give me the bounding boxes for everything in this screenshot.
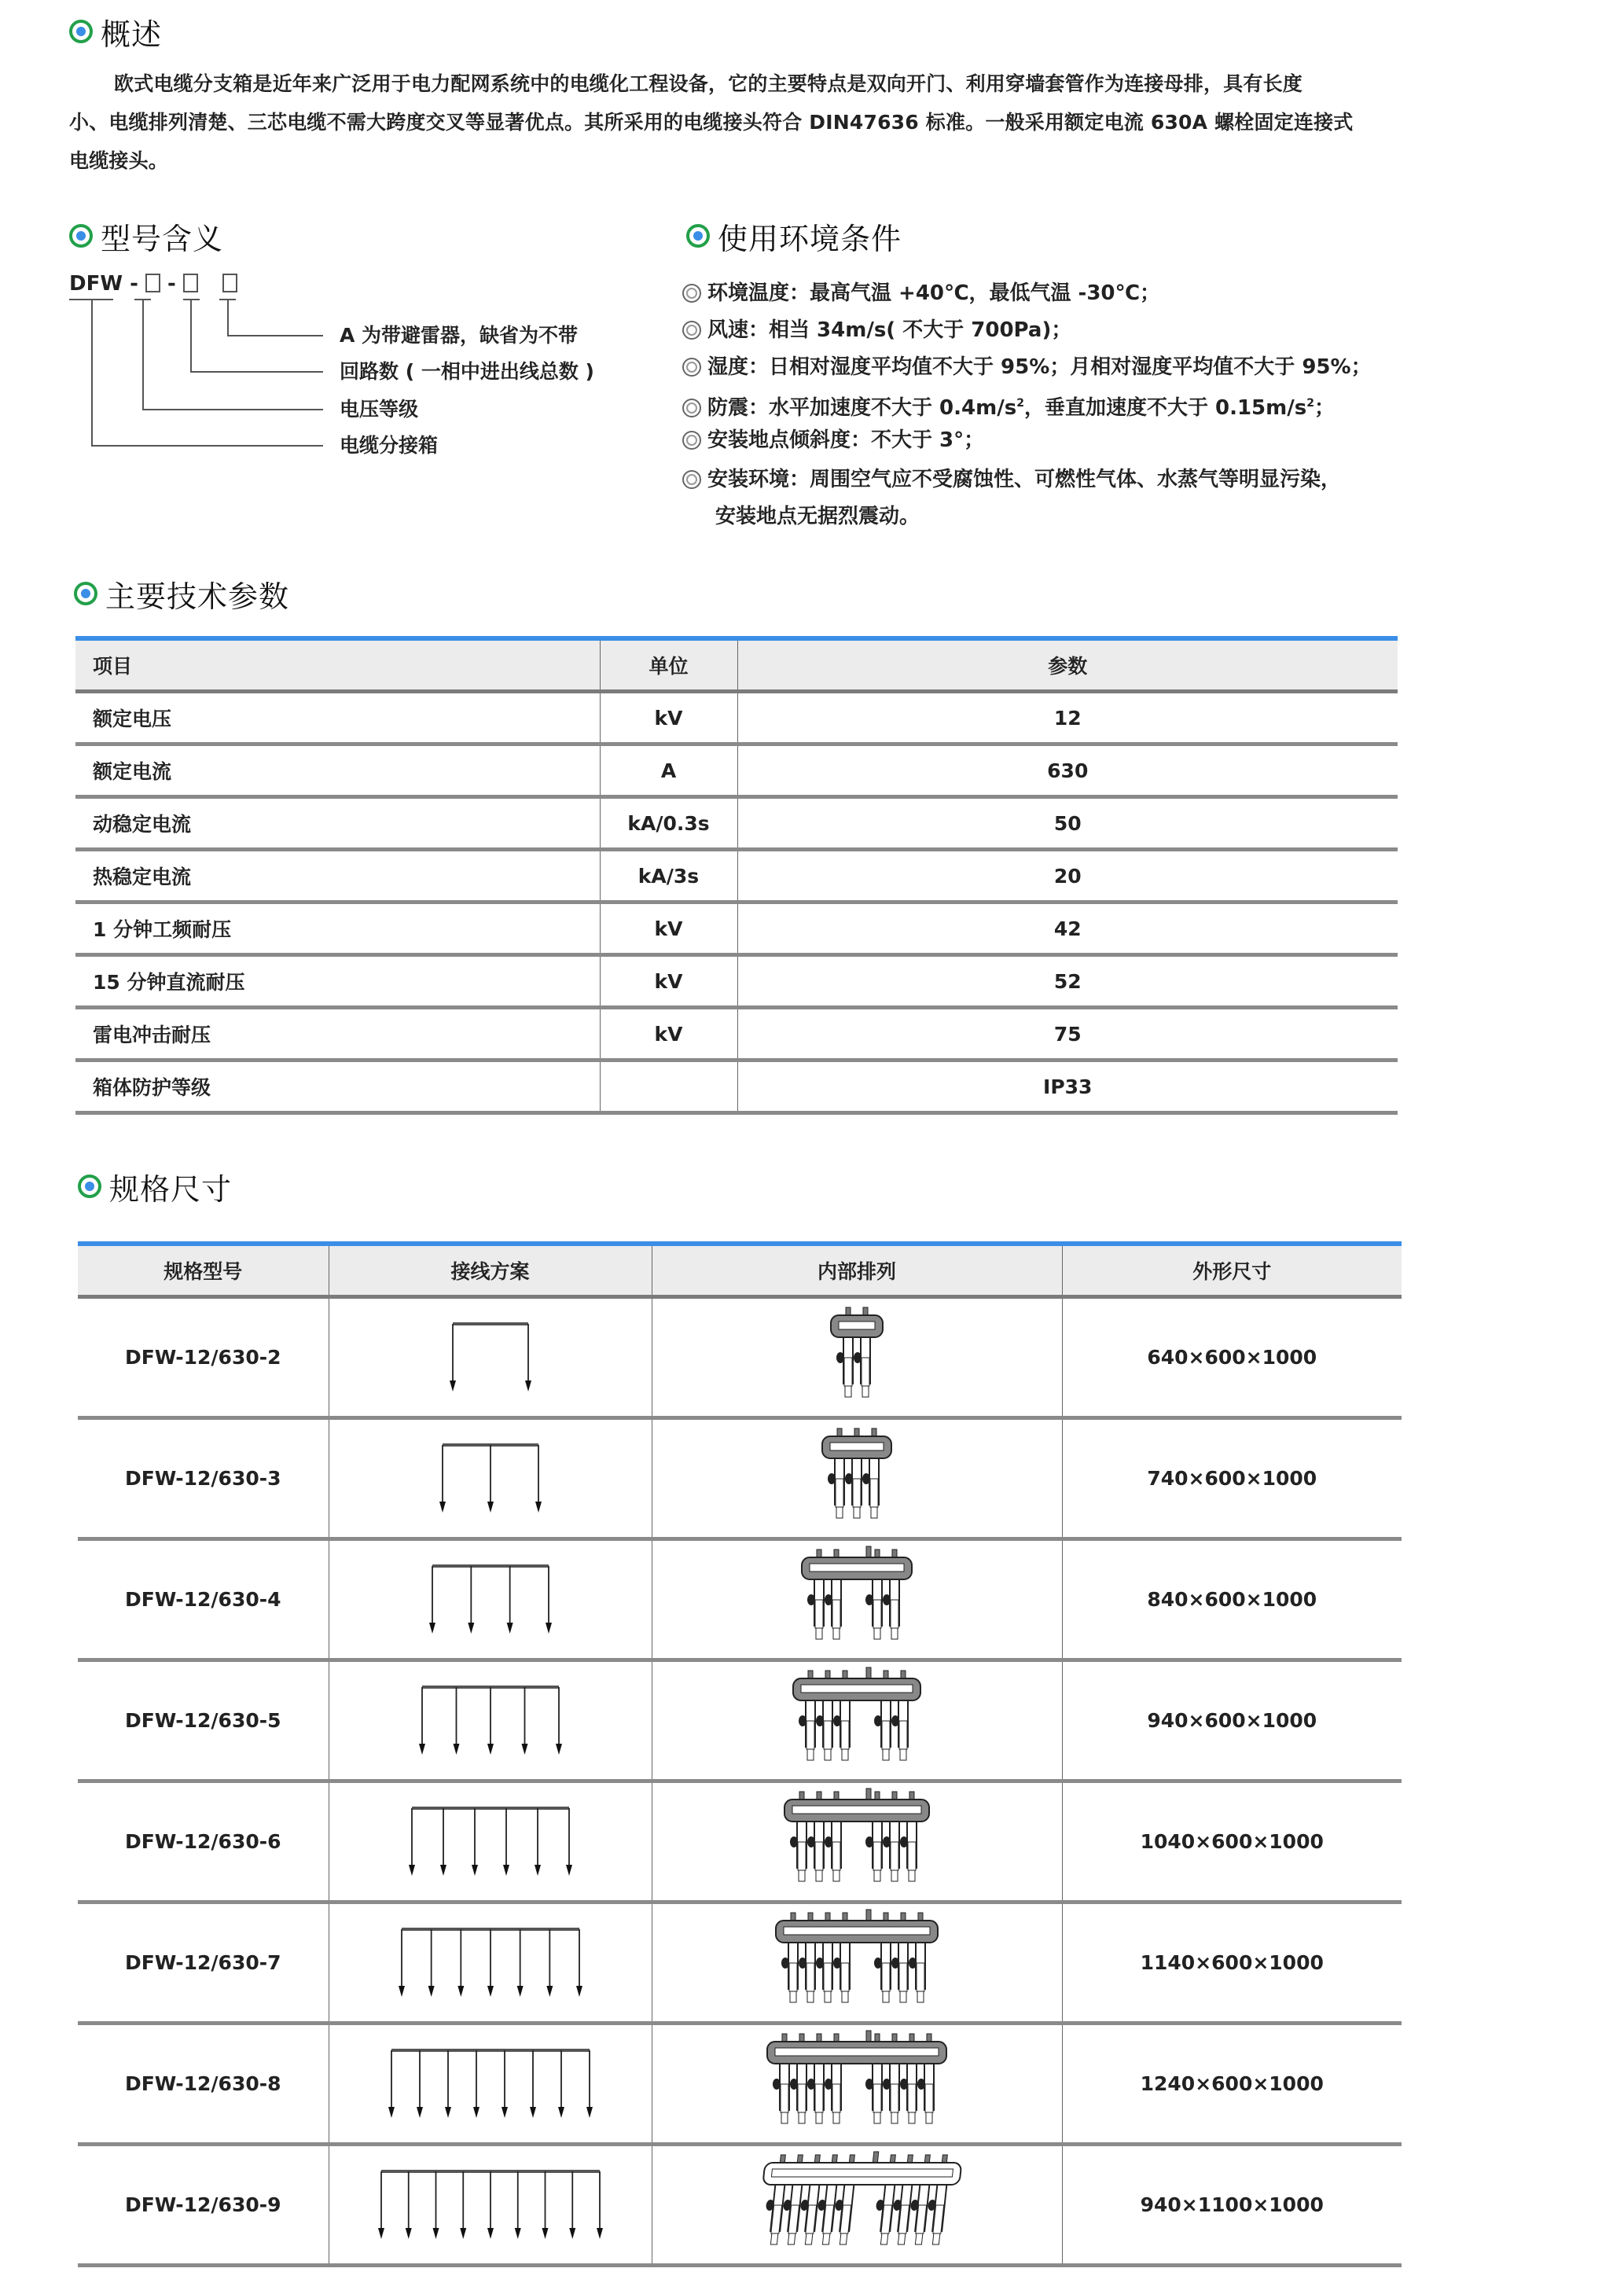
- busbar-slot: [810, 1564, 904, 1572]
- column-header-unit: 单位: [600, 638, 737, 692]
- table-row: [75, 903, 1398, 955]
- section-heading-overview: [69, 12, 162, 51]
- down-arrow-icon: [428, 1986, 434, 1997]
- param-value: 20: [737, 850, 1398, 903]
- table-row: [75, 850, 1398, 903]
- env-text: 防震：水平加速度不大于 0.4m/s: [707, 396, 1017, 420]
- param-unit: kV: [600, 903, 737, 955]
- down-arrow-icon: [487, 2228, 494, 2239]
- down-arrow-icon: [450, 1380, 456, 1391]
- cable-connector: [799, 1700, 815, 1760]
- spec-model: DFW-12/630-5: [78, 1660, 329, 1781]
- section-title: 规格尺寸: [109, 1171, 233, 1207]
- spec-wiring: [329, 1539, 652, 1660]
- param-name: 额定电流: [75, 744, 600, 797]
- param-unit: kV: [600, 692, 737, 744]
- param-value: 50: [737, 797, 1398, 850]
- cable-connector: [883, 2064, 899, 2123]
- cable-connector: [781, 1943, 798, 2002]
- param-unit: kV: [600, 955, 737, 1008]
- down-arrow-icon: [506, 1623, 513, 1634]
- down-arrow-icon: [388, 2107, 395, 2118]
- superscript: 2: [1016, 397, 1024, 410]
- wiring-diagram: [361, 1791, 620, 1893]
- down-arrow-icon: [597, 2228, 603, 2239]
- down-arrow-icon: [440, 1865, 446, 1876]
- cable-connector: [825, 1579, 841, 1639]
- down-arrow-icon: [405, 2228, 411, 2239]
- spec-arrangement: [652, 1297, 1062, 1418]
- env-item-temperature: [682, 278, 1160, 309]
- spec-dimensions: 940×1100×1000: [1062, 2145, 1402, 2266]
- model-code-separator: -: [167, 272, 176, 296]
- cable-connector: [807, 1822, 824, 1881]
- param-unit: [600, 1061, 737, 1113]
- column-header-value: 参数: [737, 638, 1398, 692]
- busbar-slot: [830, 1443, 884, 1450]
- specs-table: [78, 1241, 1402, 2267]
- table-row: [78, 1902, 1402, 2024]
- cable-connector: [909, 1943, 925, 2002]
- param-name: 15 分钟直流耐压: [75, 955, 600, 1008]
- spec-wiring: [329, 1781, 652, 1902]
- down-arrow-icon: [472, 1865, 478, 1876]
- cable-connector: [889, 2185, 912, 2244]
- internal-arrangement-drawing: [692, 1666, 1022, 1776]
- down-arrow-icon: [530, 2107, 536, 2118]
- spec-dimensions: 1240×600×1000: [1062, 2024, 1402, 2145]
- spec-model: DFW-12/630-4: [78, 1539, 329, 1660]
- voltage-placeholder-box: [145, 274, 160, 292]
- table-header-row: [78, 1244, 1402, 1297]
- param-unit: kA/0.3s: [600, 797, 737, 850]
- double-circle-bullet-icon: [682, 470, 701, 489]
- leader-line: [190, 371, 323, 373]
- cable-connector: [833, 1943, 850, 2002]
- down-arrow-icon: [525, 1380, 531, 1391]
- env-item-wind: [682, 314, 1071, 346]
- cable-connector: [906, 2185, 929, 2244]
- spec-wiring: [329, 1902, 652, 2024]
- param-unit: kV: [600, 1008, 737, 1061]
- cable-connector: [836, 1337, 853, 1397]
- model-code-prefix: DFW: [69, 272, 123, 296]
- down-arrow-icon: [487, 1744, 494, 1755]
- spec-arrangement: [652, 1539, 1062, 1660]
- down-arrow-icon: [432, 2228, 439, 2239]
- down-arrow-icon: [439, 1502, 446, 1513]
- param-name: 雷电冲击耐压: [75, 1008, 600, 1061]
- section-title: 概述: [101, 17, 163, 52]
- cable-connector: [865, 1822, 882, 1881]
- cable-connector: [833, 1700, 850, 1760]
- env-text: 安装环境：周围空气应不受腐蚀性、可燃性气体、水蒸气等明显污染，: [707, 468, 1342, 491]
- spec-dimensions: 640×600×1000: [1062, 1297, 1402, 1418]
- down-arrow-icon: [576, 1986, 582, 1997]
- section-title: 型号含义: [101, 221, 224, 256]
- cable-connector: [807, 1579, 824, 1639]
- double-circle-bullet-icon: [682, 399, 701, 417]
- cable-connector: [845, 1458, 862, 1518]
- column-header-model: 规格型号: [78, 1244, 329, 1297]
- env-item-tilt: [682, 425, 984, 456]
- table-row: [78, 2145, 1402, 2266]
- down-arrow-icon: [546, 1623, 552, 1634]
- section-bullet-icon: [74, 582, 97, 605]
- spec-dimensions: 740×600×1000: [1062, 1418, 1402, 1539]
- wiring-diagram: [361, 1670, 620, 1772]
- model-code: [69, 272, 237, 296]
- cable-connector: [900, 2064, 917, 2123]
- wiring-diagram: [361, 1549, 620, 1651]
- param-name: 动稳定电流: [75, 797, 600, 850]
- down-arrow-icon: [558, 2107, 564, 2118]
- param-value: 630: [737, 744, 1398, 797]
- env-text: 环境温度：最高气温 +40℃，最低气温 -30℃；: [707, 281, 1161, 305]
- down-arrow-icon: [503, 1865, 509, 1876]
- table-row: [78, 1781, 1402, 1902]
- cable-connector: [828, 1458, 844, 1518]
- cable-connector: [816, 1700, 832, 1760]
- leader-line: [142, 409, 323, 410]
- env-item-seismic: [682, 388, 1335, 419]
- busbar-slot: [775, 2048, 939, 2056]
- table-row: [78, 2024, 1402, 2145]
- model-label-circuits: 回路数 ( 一相中进出线总数 ): [340, 360, 594, 383]
- section-bullet-icon: [69, 224, 93, 248]
- down-arrow-icon: [417, 2107, 423, 2118]
- model-label-voltage: 电压等级: [340, 398, 419, 421]
- cable-connector: [924, 2185, 946, 2244]
- section-heading-tech-params: [74, 574, 289, 613]
- down-arrow-icon: [487, 1986, 494, 1997]
- spec-dimensions: 1040×600×1000: [1062, 1781, 1402, 1902]
- leader-line: [227, 335, 323, 336]
- section-heading-environment: [686, 216, 902, 256]
- cable-connector: [891, 1700, 908, 1760]
- env-item-humidity: [682, 351, 1372, 383]
- internal-arrangement-drawing: [692, 1303, 1022, 1413]
- section-bullet-icon: [69, 20, 93, 43]
- cable-connector: [816, 1943, 832, 2002]
- busbar-slot: [839, 1322, 875, 1329]
- down-arrow-icon: [502, 2107, 508, 2118]
- section-bullet-icon: [686, 224, 710, 248]
- double-circle-bullet-icon: [682, 431, 701, 450]
- section-heading-specs: [78, 1167, 232, 1206]
- spec-model: DFW-12/630-6: [78, 1781, 329, 1902]
- env-item-installation-continuation: 安装地点无据烈震动。: [715, 505, 920, 528]
- overview-paragraph: [69, 64, 1398, 180]
- param-value: 42: [737, 903, 1398, 955]
- spec-dimensions: 940×600×1000: [1062, 1660, 1402, 1781]
- cable-connector: [773, 2064, 789, 2123]
- section-heading-model-meaning: [69, 216, 223, 256]
- table-row: [78, 1418, 1402, 1539]
- spec-arrangement: [652, 1660, 1062, 1781]
- spec-dimensions: 840×600×1000: [1062, 1539, 1402, 1660]
- circuits-placeholder-box: [183, 274, 198, 292]
- spec-model: DFW-12/630-3: [78, 1418, 329, 1539]
- busbar-slot: [801, 1685, 913, 1693]
- table-row: [75, 1061, 1398, 1113]
- spec-model: DFW-12/630-7: [78, 1902, 329, 2024]
- down-arrow-icon: [535, 1502, 542, 1513]
- section-title: 使用环境条件: [718, 221, 902, 256]
- param-value: IP33: [737, 1061, 1398, 1113]
- table-row: [75, 797, 1398, 850]
- down-arrow-icon: [460, 2228, 466, 2239]
- param-value: 12: [737, 692, 1398, 744]
- model-label-box: 电缆分接箱: [340, 434, 439, 457]
- spec-wiring: [329, 2145, 652, 2266]
- spec-arrangement: [652, 2145, 1062, 2266]
- spec-arrangement: [652, 1781, 1062, 1902]
- cable-connector: [814, 2185, 836, 2244]
- leader-line: [142, 300, 144, 410]
- leader-line: [91, 300, 93, 447]
- param-name: 箱体防护等级: [75, 1061, 600, 1113]
- cable-connector: [917, 2064, 934, 2123]
- cable-connector: [874, 1700, 891, 1760]
- cable-connector: [831, 2185, 854, 2244]
- spec-wiring: [329, 1660, 652, 1781]
- down-arrow-icon: [586, 2107, 593, 2118]
- env-text: ；: [1314, 396, 1335, 420]
- down-arrow-icon: [409, 1865, 415, 1876]
- down-arrow-icon: [445, 2107, 451, 2118]
- spec-arrangement: [652, 1902, 1062, 2024]
- table-row: [78, 1660, 1402, 1781]
- cable-connector: [779, 2185, 802, 2244]
- model-label-arrester: A 为带避雷器，缺省为不带: [340, 324, 579, 347]
- down-arrow-icon: [419, 1744, 425, 1755]
- cable-connector: [796, 2185, 819, 2244]
- column-header-dimensions: 外形尺寸: [1062, 1244, 1402, 1297]
- down-arrow-icon: [468, 1623, 474, 1634]
- spec-dimensions: 1140×600×1000: [1062, 1902, 1402, 2024]
- cable-connector: [854, 1337, 870, 1397]
- down-arrow-icon: [514, 2228, 520, 2239]
- spec-wiring: [329, 2024, 652, 2145]
- spec-model: DFW-12/630-2: [78, 1297, 329, 1418]
- paragraph-line: 小、电缆排列清楚、三芯电缆不需大跨度交叉等显著优点。其所采用的电缆接头符合 DIN47636 标准。一般采用额定电流 630A 螺栓固定连接式: [69, 111, 1354, 134]
- table-row: [78, 1297, 1402, 1418]
- table-row: [75, 692, 1398, 744]
- cable-connector: [900, 1822, 917, 1881]
- down-arrow-icon: [566, 1865, 572, 1876]
- env-item-installation: [682, 464, 1341, 495]
- down-arrow-icon: [556, 1744, 562, 1755]
- spec-wiring: [329, 1418, 652, 1539]
- wiring-diagram: [361, 1912, 620, 2014]
- down-arrow-icon: [542, 2228, 548, 2239]
- cable-connector: [762, 2185, 784, 2244]
- cable-connector: [891, 1943, 908, 2002]
- env-text: 湿度：日相对湿度平均值不大于 95%；月相对湿度平均值不大于 95%；: [707, 355, 1372, 379]
- down-arrow-icon: [378, 2228, 384, 2239]
- wiring-diagram: [361, 2033, 620, 2135]
- cable-connector: [865, 2064, 882, 2123]
- section-title: 主要技术参数: [105, 579, 290, 614]
- internal-arrangement-drawing: [692, 1424, 1022, 1534]
- cable-connector: [825, 1822, 841, 1881]
- paragraph-line: 欧式电缆分支箱是近年来广泛用于电力配网系统中的电缆化工程设备，它的主要特点是双向开门、利用穿墙套管作为连接母排，具有长度: [114, 72, 1303, 95]
- internal-arrangement-drawing: [692, 1545, 1022, 1655]
- cable-connector: [865, 1579, 882, 1639]
- cable-connector: [807, 2064, 824, 2123]
- column-header-item: 项目: [75, 638, 600, 692]
- wiring-diagram: [361, 1307, 620, 1409]
- busbar-slot: [792, 1806, 921, 1814]
- down-arrow-icon: [453, 1744, 459, 1755]
- env-text: 安装地点倾斜度：不大于 3°；: [707, 428, 985, 452]
- double-circle-bullet-icon: [682, 358, 701, 377]
- param-unit: A: [600, 744, 737, 797]
- param-name: 额定电压: [75, 692, 600, 744]
- arrester-placeholder-box: [222, 274, 237, 292]
- down-arrow-icon: [521, 1744, 527, 1755]
- leader-line: [91, 445, 323, 447]
- superscript: 2: [1306, 397, 1314, 410]
- env-text: 风速：相当 34m/s( 不大于 700Pa)；: [707, 318, 1072, 342]
- cable-connector: [790, 2064, 806, 2123]
- param-value: 75: [737, 1008, 1398, 1061]
- cable-connector: [790, 1822, 806, 1881]
- down-arrow-icon: [535, 1865, 541, 1876]
- spec-model: DFW-12/630-8: [78, 2024, 329, 2145]
- spec-wiring: [329, 1297, 652, 1418]
- down-arrow-icon: [473, 2107, 479, 2118]
- cable-connector: [872, 2185, 895, 2244]
- param-value: 52: [737, 955, 1398, 1008]
- cable-connector: [862, 1458, 879, 1518]
- spec-arrangement: [652, 1418, 1062, 1539]
- double-circle-bullet-icon: [682, 321, 701, 340]
- column-header-wiring: 接线方案: [329, 1244, 652, 1297]
- table-row: [75, 955, 1398, 1008]
- spec-arrangement: [652, 2024, 1062, 2145]
- spec-model: DFW-12/630-9: [78, 2145, 329, 2266]
- table-row: [75, 744, 1398, 797]
- param-unit: kA/3s: [600, 850, 737, 903]
- down-arrow-icon: [457, 1986, 464, 1997]
- internal-arrangement-drawing: [692, 2150, 1022, 2260]
- internal-arrangement-drawing: [692, 1908, 1022, 2018]
- wiring-diagram: [361, 2154, 620, 2256]
- table-row: [75, 1008, 1398, 1061]
- cable-connector: [799, 1943, 815, 2002]
- section-bullet-icon: [78, 1175, 101, 1198]
- down-arrow-icon: [429, 1623, 435, 1634]
- table-row: [78, 1539, 1402, 1660]
- down-arrow-icon: [546, 1986, 553, 1997]
- tech-params-table: [75, 636, 1398, 1115]
- internal-arrangement-drawing: [692, 1787, 1022, 1897]
- model-code-separator: -: [130, 272, 138, 296]
- cable-connector: [883, 1822, 899, 1881]
- cable-connector: [825, 2064, 841, 2123]
- leader-line: [227, 300, 229, 336]
- busbar-slot: [784, 1927, 930, 1935]
- paragraph-line: 电缆接头。: [69, 149, 169, 172]
- param-name: 热稳定电流: [75, 850, 600, 903]
- double-circle-bullet-icon: [682, 284, 701, 303]
- param-name: 1 分钟工频耐压: [75, 903, 600, 955]
- down-arrow-icon: [487, 1502, 494, 1513]
- cable-connector: [874, 1943, 891, 2002]
- down-arrow-icon: [569, 2228, 575, 2239]
- column-header-arrangement: 内部排列: [652, 1244, 1062, 1297]
- env-text: ，垂直加速度不大于 0.15m/s: [1023, 396, 1307, 420]
- internal-arrangement-drawing: [692, 2029, 1022, 2139]
- down-arrow-icon: [516, 1986, 523, 1997]
- busbar-slot: [771, 2169, 953, 2177]
- table-header-row: [75, 638, 1398, 692]
- down-arrow-icon: [399, 1986, 405, 1997]
- wiring-diagram: [361, 1428, 620, 1530]
- cable-connector: [883, 1579, 899, 1639]
- leader-line: [190, 300, 192, 373]
